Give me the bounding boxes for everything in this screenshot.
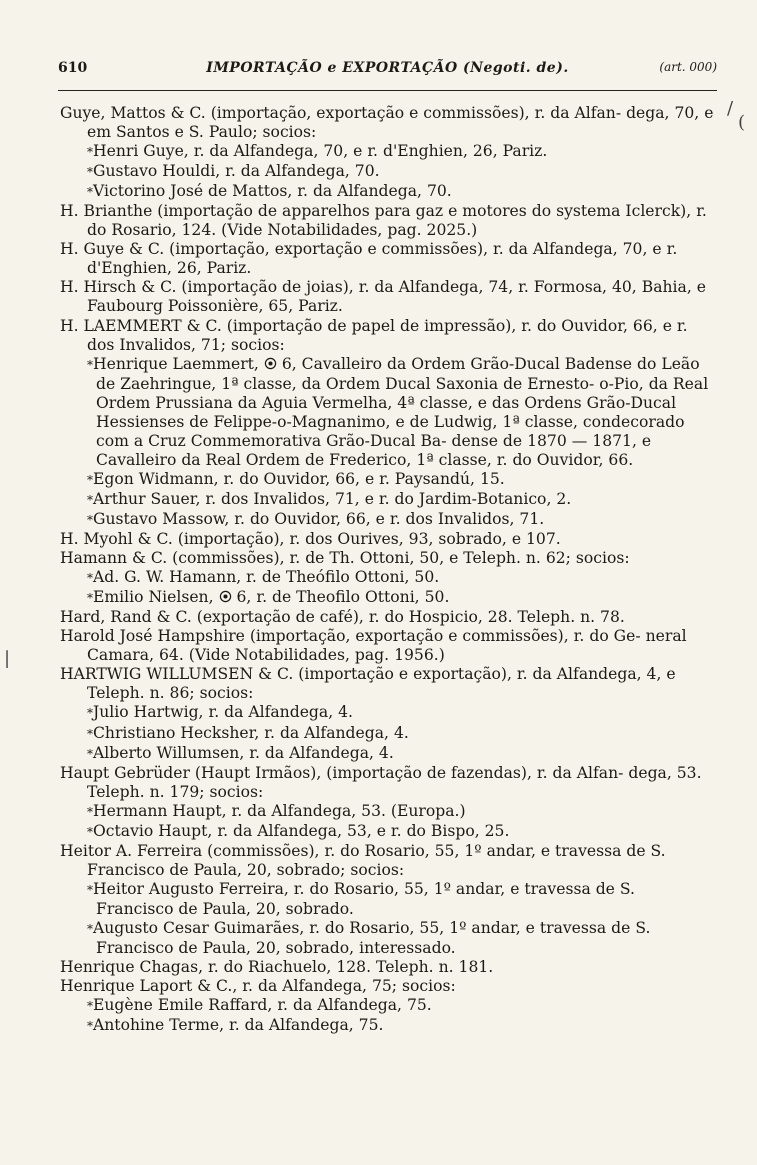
star-marker: * xyxy=(87,591,93,606)
partner-line xyxy=(60,182,715,202)
entry-text: Gustavo Massow, r. do Ouvidor, 66, e r. dos Invalidos, 71. xyxy=(93,509,545,528)
entry xyxy=(60,278,715,316)
entry-text: Victorino José de Mattos, r. da Alfandega, 70. xyxy=(93,182,452,201)
entry-text: Egon Widmann, r. do Ouvidor, 66, e r. Paysandú, 15. xyxy=(93,469,505,488)
entry xyxy=(60,240,715,278)
entry-text: Julio Hartwig, r. da Alfandega, 4. xyxy=(93,703,353,722)
partner-line xyxy=(60,142,715,162)
entry-text: Hamann & C. (commissões), r. de Th. Ottoni, 50, e Teleph. n. 62; socios: xyxy=(60,549,630,568)
entry-text: HARTWIG WILLUMSEN & C. (importação e exportação), r. da Alfandega, 4, xyxy=(60,665,662,684)
entry-text: e r. d'Enghien, 26, Pariz. xyxy=(87,240,678,278)
entry xyxy=(60,958,715,977)
entry-text: H. Guye & C. (importação, exportação e commissões), r. da Alfandega, 70, xyxy=(60,240,648,259)
entry-text: Alberto Willumsen, r. da Alfandega, 4. xyxy=(93,743,394,762)
entry-text: Henri Guye, r. da Alfandega, 70, e r. d'Enghien, 26, Pariz. xyxy=(93,142,548,161)
star-marker: * xyxy=(87,512,93,527)
entry-text: Octavio Haupt, r. da Alfandega, 53, e r. do Bispo, 25. xyxy=(93,821,510,840)
partner-line xyxy=(60,919,715,958)
page-header xyxy=(58,60,717,84)
header-rule xyxy=(58,90,717,91)
partner-line xyxy=(60,802,715,822)
entry-text: o-Pio, da Real Ordem Prussiana da Aguia Vermelha, 4ª classe, e das xyxy=(96,374,709,412)
entry-text: Heitor Augusto Ferreira, r. do Rosario, 55, 1º andar, e travessa de xyxy=(93,879,615,898)
entry-text: Heitor A. Ferreira (commissões), r. do Rosario, 55, 1º andar, e travessa de xyxy=(60,841,646,860)
star-marker: * xyxy=(87,492,93,507)
entry-text: H. Brianthe (importação de apparelhos para gaz e motores do systema Iclerck), xyxy=(60,202,692,221)
star-marker: * xyxy=(87,145,93,160)
entry-text: Ad. G. W. Hamann, r. de Theófilo Ottoni, 50. xyxy=(93,568,440,587)
entry xyxy=(60,764,715,802)
entry-text: r. do Rosario, 124. (Vide Notabilidades, pag. 2025.) xyxy=(87,202,707,240)
decoration-medal-icon xyxy=(219,590,232,603)
entry-text: Eugène Emile Raffard, r. da Alfandega, 75. xyxy=(93,996,432,1015)
entry xyxy=(60,202,715,240)
margin-mark-icon: | xyxy=(4,648,11,669)
partner-line xyxy=(60,470,715,490)
running-title: IMPORTAÇÃO e EXPORTAÇÃO (Negoti. de). xyxy=(206,60,569,76)
entry xyxy=(60,627,715,665)
entry-text: Augusto Cesar Guimarães, r. do Rosario, 55, 1º andar, e travessa de S. xyxy=(93,918,651,937)
entry-text: e r. dos Invalidos, 71; socios: xyxy=(87,316,688,354)
entry xyxy=(60,842,715,880)
star-marker: * xyxy=(87,185,93,200)
margin-mark-icon: / xyxy=(727,98,734,119)
partner-line xyxy=(60,588,715,608)
entry-text: neral Camara, 64. (Vide Notabilidades, pag. 1956.) xyxy=(87,627,687,665)
entry-text: dense de 1870 — 1871, e Cavalleiro da Real Ordem de Frederico, xyxy=(96,431,652,469)
star-marker: * xyxy=(87,1019,93,1034)
partner-line xyxy=(60,703,715,723)
entry-text: Guye, Mattos & C. (importação, exportação e commissões), r. da Alfan- xyxy=(60,104,622,122)
entry-text: Ordens Grão-Ducal Hessienses de Felippe-o-Magnanimo, e de Ludwig, xyxy=(96,393,677,431)
decoration-medal-icon xyxy=(264,357,277,370)
entry-text: Hermann Haupt, r. da Alfandega, 53. (Europa.) xyxy=(93,801,466,820)
star-marker: * xyxy=(87,824,93,839)
entry xyxy=(60,549,715,568)
star-marker: * xyxy=(87,726,93,741)
entry xyxy=(60,608,715,627)
entry-text: Harold José Hampshire (importação, exportação e commissões), r. do Ge- xyxy=(60,627,641,646)
star-marker: * xyxy=(87,706,93,721)
entry-text: do Leão de Zaehringue, 1ª classe, da Ordem Ducal Saxonia de Ernesto- xyxy=(96,354,700,393)
entry xyxy=(60,317,715,355)
partner-line xyxy=(60,1016,715,1036)
partner-line xyxy=(60,355,715,470)
entry-text: H. LAEMMERT & C. (importação de papel de impressão), r. do Ouvidor, 66, xyxy=(60,316,658,335)
entry-text: Bahia, e Faubourg Poissonière, 65, Pariz. xyxy=(87,278,706,316)
entry-text: Gustavo Houldi, r. da Alfandega, 70. xyxy=(93,162,380,181)
entry xyxy=(60,977,715,996)
entry-text: Haupt Gebrüder (Haupt Irmãos), (importação de fazendas), r. da Alfan- xyxy=(60,763,624,782)
star-marker: * xyxy=(87,472,93,487)
entry xyxy=(60,104,715,142)
entry-text: Hard, Rand & C. (exportação de café), r. do Hospicio, 28. Teleph. n. 78. xyxy=(60,608,625,627)
star-marker: * xyxy=(87,999,93,1014)
partner-line xyxy=(60,724,715,744)
star-marker: * xyxy=(87,165,93,180)
margin-mark-icon: ( xyxy=(738,112,746,133)
star-marker: * xyxy=(87,921,93,936)
entry xyxy=(60,530,715,549)
partner-line xyxy=(60,996,715,1016)
partner-line xyxy=(60,880,715,919)
star-marker: * xyxy=(87,804,93,819)
partner-line xyxy=(60,490,715,510)
entry-text: Emilio Nielsen, xyxy=(93,588,214,607)
entry-text: S. Francisco de Paula, 20, sobrado; socios: xyxy=(87,841,666,879)
entry-text: Henrique Laemmert, xyxy=(93,354,259,373)
partner-line xyxy=(60,568,715,588)
partner-line xyxy=(60,162,715,182)
entry-text: H. Myohl & C. (importação), r. dos Ourives, 93, sobrado, e 107. xyxy=(60,530,561,549)
star-marker: * xyxy=(87,746,93,761)
entry-text: 1ª classe, condecorado com a Cruz Commemorativa Grão-Ducal Ba- xyxy=(96,412,685,450)
entry-text: Arthur Sauer, r. dos Invalidos, 71, e r. do Jardim-Botanico, 2. xyxy=(93,489,572,508)
entry-text: Henrique Chagas, r. do Riachuelo, 128. Teleph. n. 181. xyxy=(60,958,494,977)
entry-text: dega, 53. Teleph. n. 179; socios: xyxy=(87,763,702,801)
star-marker: * xyxy=(87,357,93,372)
entry-text: Christiano Hecksher, r. da Alfandega, 4. xyxy=(93,723,409,742)
partner-line xyxy=(60,822,715,842)
entry-text: dega, 70, e em Santos e S. Paulo; socios: xyxy=(87,104,714,142)
entry-text: e Teleph. n. 86; socios: xyxy=(87,665,676,703)
star-marker: * xyxy=(87,882,93,897)
entry-text: S. Francisco de Paula, 20, sobrado. xyxy=(96,879,635,918)
entry-text: 1ª classe, r. do Ouvidor, 66. xyxy=(416,450,634,469)
entry-text: H. Hirsch & C. (importação de joias), r. da Alfandega, 74, r. Formosa, 40, xyxy=(60,278,637,297)
entry-text: 6, Cavalleiro da Ordem Grão-Ducal Badense xyxy=(281,354,633,373)
entry-text: Francisco de Paula, 20, sobrado, interessado. xyxy=(96,939,456,958)
partner-line xyxy=(60,744,715,764)
star-marker: * xyxy=(87,571,93,586)
entry xyxy=(60,665,715,703)
entry-text: Antohine Terme, r. da Alfandega, 75. xyxy=(93,1016,384,1035)
page-number: 610 xyxy=(58,60,88,76)
entry-text: 6, r. de Theofilo Ottoni, 50. xyxy=(236,588,450,607)
partner-line xyxy=(60,510,715,530)
article-reference: (art. 000) xyxy=(659,60,717,74)
entries-column xyxy=(60,104,715,1036)
entry-text: Henrique Laport & C., r. da Alfandega, 75; socios: xyxy=(60,977,456,996)
